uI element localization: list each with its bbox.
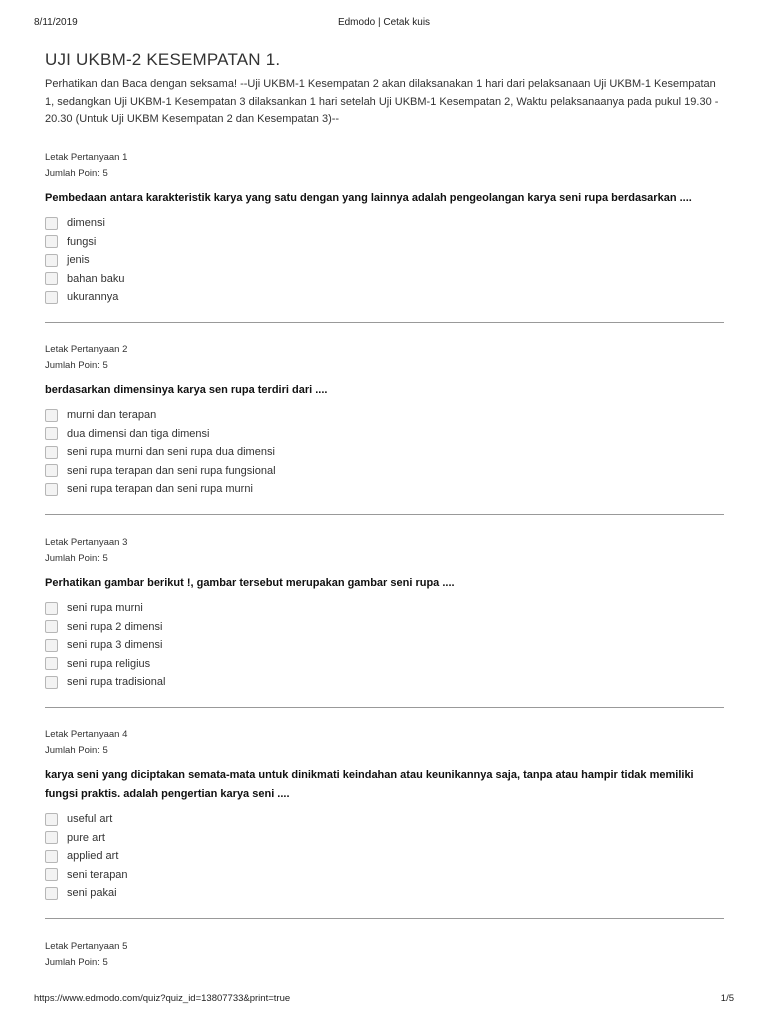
question-text: karya seni yang diciptakan semata-mata untuk dinikmati keindahan atau keunikannya saja, tanpa atau hampir tidak memiliki fungsi praktis. adalah pengertian karya seni .... — [45, 769, 694, 800]
answer-option-label: applied art — [67, 850, 119, 863]
answer-option[interactable] — [45, 288, 725, 307]
checkbox-icon[interactable] — [45, 427, 58, 440]
answer-option-label: bahan baku — [67, 272, 125, 285]
answer-option-label: seni rupa 2 dimensi — [67, 620, 163, 633]
checkbox-icon[interactable] — [45, 464, 58, 477]
answer-option[interactable] — [45, 480, 725, 499]
answer-option[interactable] — [45, 884, 725, 903]
question-divider — [45, 514, 724, 515]
question-number-label: Letak Pertanyaan 4 — [45, 729, 128, 740]
checkbox-icon[interactable] — [45, 446, 58, 459]
answer-option[interactable] — [45, 618, 725, 637]
answer-option[interactable] — [45, 636, 725, 655]
answer-options — [45, 599, 725, 692]
question-divider — [45, 322, 724, 323]
page-number: 1/5 — [720, 993, 734, 1004]
answer-option-label: seni rupa murni dan seni rupa dua dimensi — [67, 446, 275, 459]
question-2 — [45, 344, 725, 499]
answer-option-label: dimensi — [67, 217, 105, 230]
answer-option-label: fungsi — [67, 235, 97, 248]
question-number-label: Letak Pertanyaan 1 — [45, 152, 128, 163]
answer-option[interactable] — [45, 251, 725, 270]
answer-option-label: seni terapan — [67, 868, 128, 881]
checkbox-icon[interactable] — [45, 235, 58, 248]
checkbox-icon[interactable] — [45, 676, 58, 689]
checkbox-icon[interactable] — [45, 254, 58, 267]
question-number-label: Letak Pertanyaan 3 — [45, 537, 128, 548]
answer-option[interactable] — [45, 599, 725, 618]
quiz-description: Perhatikan dan Baca dengan seksama! --Uji UKBM-1 Kesempatan 2 akan dilaksanakan 1 hari dari pelaksanaan Uji UKBM-1 Kesempatan 1, sedangkan Uji UKBM-1 Kesempatan 3 dilaksankan 1 hari setelah Uji UKBM-1 Kesempatan 2, Waktu pelaksanaanya pada pukul 19.30 - 20.30 (Untuk Uji UKBM Kesempatan 2 dan Kesempatan 3)-- — [45, 78, 719, 125]
answer-option-label: dua dimensi dan tiga dimensi — [67, 427, 210, 440]
answer-option-label: murni dan terapan — [67, 409, 157, 422]
checkbox-icon[interactable] — [45, 483, 58, 496]
checkbox-icon[interactable] — [45, 868, 58, 881]
quiz-title: UJI UKBM-2 KESEMPATAN 1. — [45, 50, 281, 69]
answer-option[interactable] — [45, 270, 725, 289]
question-5 — [45, 941, 725, 969]
answer-option[interactable] — [45, 673, 725, 692]
print-date: 8/11/2019 — [34, 17, 78, 28]
answer-option[interactable] — [45, 425, 725, 444]
question-number-label: Letak Pertanyaan 5 — [45, 941, 128, 952]
checkbox-icon[interactable] — [45, 217, 58, 230]
answer-option[interactable] — [45, 655, 725, 674]
answer-option-label: pure art — [67, 831, 105, 844]
checkbox-icon[interactable] — [45, 657, 58, 670]
checkbox-icon[interactable] — [45, 291, 58, 304]
checkbox-icon[interactable] — [45, 831, 58, 844]
print-header — [34, 17, 734, 31]
question-number-label: Letak Pertanyaan 2 — [45, 344, 128, 355]
checkbox-icon[interactable] — [45, 602, 58, 615]
answer-options — [45, 214, 725, 307]
answer-option-label: useful art — [67, 813, 113, 826]
checkbox-icon[interactable] — [45, 887, 58, 900]
question-points-label: Jumlah Poin: 5 — [45, 360, 108, 371]
question-text: berdasarkan dimensinya karya sen rupa terdiri dari .... — [45, 384, 328, 396]
question-4 — [45, 729, 725, 903]
answer-option-label: ukurannya — [67, 291, 119, 304]
answer-option-label: seni pakai — [67, 887, 117, 900]
answer-option-label: seni rupa murni — [67, 602, 143, 615]
checkbox-icon[interactable] — [45, 409, 58, 422]
answer-options — [45, 406, 725, 499]
answer-option[interactable] — [45, 829, 725, 848]
answer-option-label: seni rupa 3 dimensi — [67, 639, 163, 652]
question-text: Perhatikan gambar berikut !, gambar tersebut merupakan gambar seni rupa .... — [45, 577, 455, 589]
answer-option-label: seni rupa religius — [67, 657, 151, 670]
checkbox-icon[interactable] — [45, 639, 58, 652]
checkbox-icon[interactable] — [45, 850, 58, 863]
question-points-label: Jumlah Poin: 5 — [45, 168, 108, 179]
answer-option[interactable] — [45, 847, 725, 866]
print-footer — [34, 993, 734, 1007]
answer-option-label: seni rupa tradisional — [67, 676, 166, 689]
checkbox-icon[interactable] — [45, 620, 58, 633]
question-divider — [45, 707, 724, 708]
question-points-label: Jumlah Poin: 5 — [45, 553, 108, 564]
checkbox-icon[interactable] — [45, 272, 58, 285]
answer-option[interactable] — [45, 233, 725, 252]
answer-option[interactable] — [45, 443, 725, 462]
checkbox-icon[interactable] — [45, 813, 58, 826]
answer-option[interactable] — [45, 214, 725, 233]
answer-option[interactable] — [45, 462, 725, 481]
answer-option-label: jenis — [67, 254, 90, 267]
question-divider — [45, 918, 724, 919]
print-url: https://www.edmodo.com/quiz?quiz_id=13807733&print=true — [34, 993, 291, 1004]
answer-option-label: seni rupa terapan dan seni rupa murni — [67, 483, 253, 496]
question-3 — [45, 537, 725, 692]
answer-option[interactable] — [45, 866, 725, 885]
answer-option[interactable] — [45, 406, 725, 425]
question-text: Pembedaan antara karakteristik karya yang satu dengan yang lainnya adalah pengeolangan karya seni rupa berdasarkan .... — [45, 192, 692, 204]
answer-option-label: seni rupa terapan dan seni rupa fungsional — [67, 464, 276, 477]
question-points-label: Jumlah Poin: 5 — [45, 745, 108, 756]
answer-options — [45, 810, 725, 903]
answer-option[interactable] — [45, 810, 725, 829]
print-page-title: Edmodo | Cetak kuis — [337, 17, 431, 28]
question-1 — [45, 152, 725, 307]
question-points-label: Jumlah Poin: 5 — [45, 957, 108, 968]
